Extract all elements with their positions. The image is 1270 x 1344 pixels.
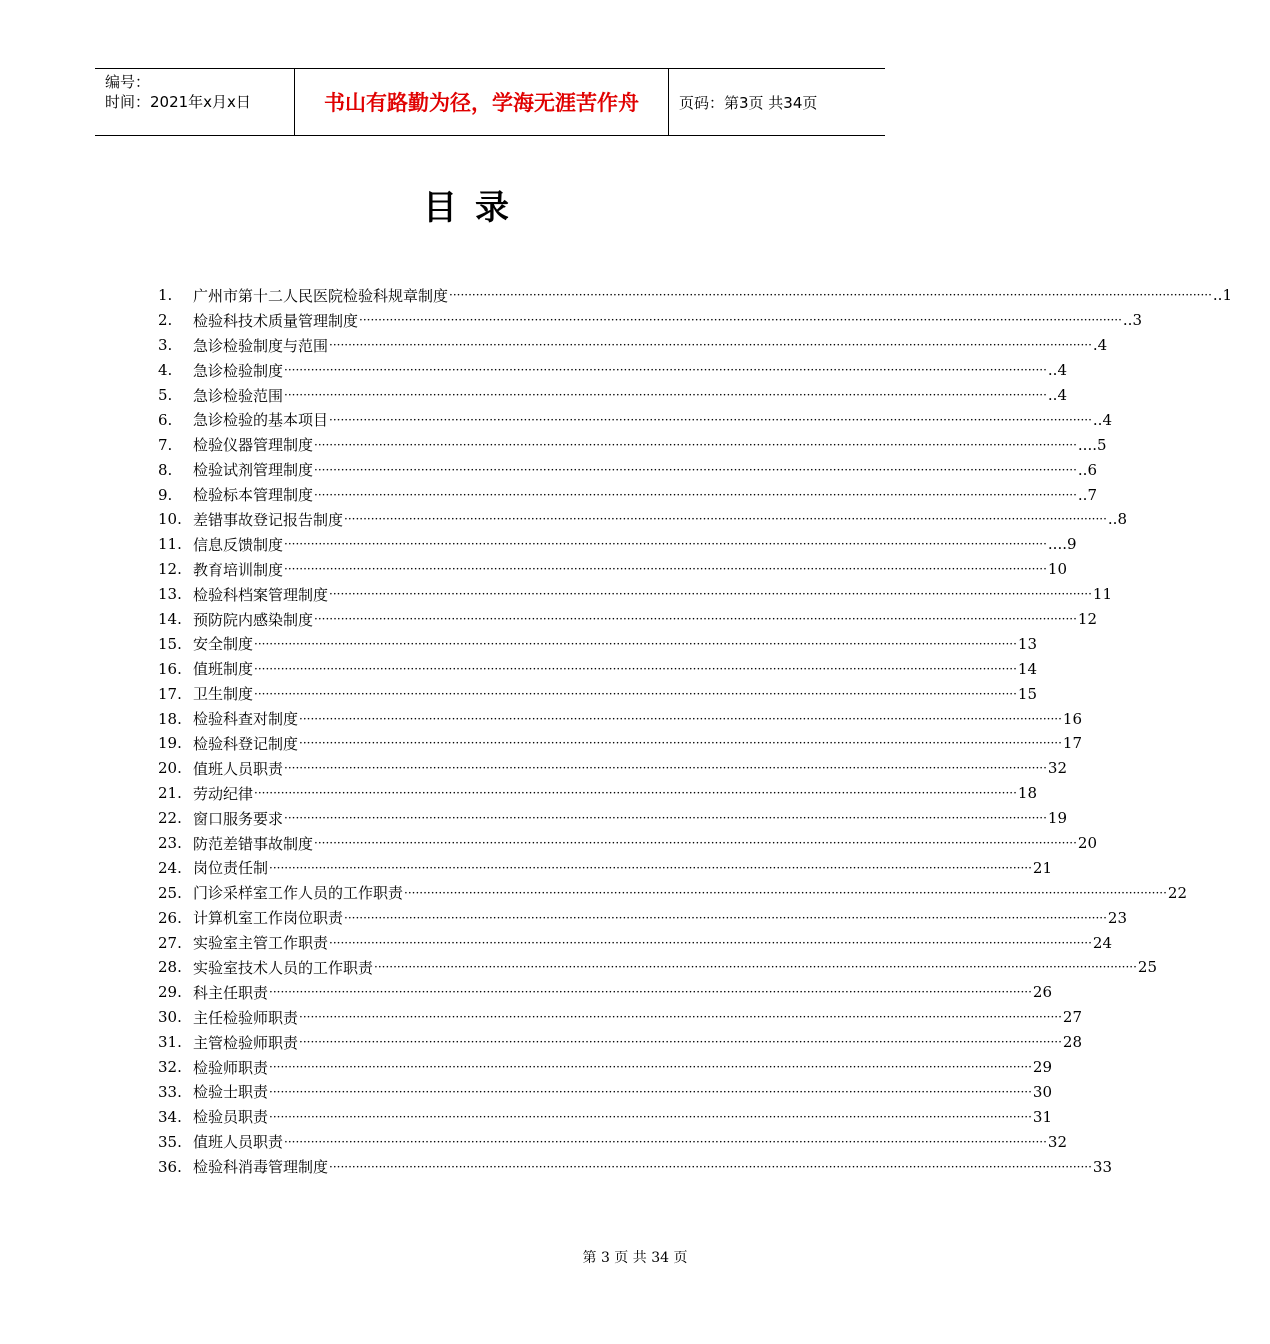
toc-entry-number: 7. [158,435,173,454]
toc-entry[interactable] [158,905,1127,930]
toc-entry-page: 14 [1017,659,1037,678]
toc-entry-number: 22. [158,809,182,828]
toc-entry[interactable] [158,1154,1112,1179]
toc-entry-page: 32 [1047,1132,1067,1151]
toc-entry-title: 检验师职责 [193,1058,269,1077]
toc-leader-dots: ········································································································································································································ [284,761,1047,776]
toc-entry-title: 劳动纪律 [193,784,254,803]
toc-entry-title: 检验科消毒管理制度 [193,1158,329,1177]
toc-entry-page: ....5 [1077,435,1107,454]
toc-entry-page: 27 [1062,1008,1082,1027]
toc-entry-title: 检验科档案管理制度 [193,585,329,604]
toc-entry-number: 24. [158,858,182,877]
toc-entry-title: 门诊采样室工作人员的工作职责 [193,884,404,903]
toc-leader-dots: ········································································································································································································ [449,288,1212,303]
toc-leader-dots: ········································································································································································································ [284,537,1047,552]
toc-leader-dots: ········································································································································································································ [284,388,1047,402]
toc-entry-page: 32 [1047,759,1067,778]
toc-entry-number: 10. [158,510,182,529]
toc-entry-title: 急诊检验范围 [193,386,284,405]
toc-entry-page: ....9 [1047,535,1077,554]
toc-entry-number: 2. [158,311,173,330]
toc-entry-title: 检验标本管理制度 [193,486,314,505]
toc-entry[interactable] [158,407,1112,432]
header-motto: 书山有路勤为径，学海无涯苦作舟 [295,69,669,135]
toc-leader-dots: ········································································································································································································ [314,487,1077,502]
toc-entry-number: 16. [158,659,182,678]
document-time-label: 时间：2021年x月x日 [105,93,251,111]
toc-entry-number: 17. [158,684,182,703]
toc-entry-title: 检验员职责 [193,1108,269,1127]
toc-entry-title: 卫生制度 [193,685,254,704]
toc-entry-number: 4. [158,361,173,380]
toc-entry-page: ..4 [1092,410,1112,429]
toc-entry-title: 检验士职责 [193,1083,269,1102]
toc-leader-dots: ········································································································································································································ [284,363,1047,378]
toc-entry[interactable] [158,457,1097,482]
toc-entry[interactable] [158,532,1077,557]
toc-entry-page: ..3 [1122,311,1142,330]
toc-leader-dots: ········································································································································································································ [344,512,1107,527]
header-meta-cell [95,69,295,135]
toc-entry-number: 14. [158,610,182,629]
toc-leader-dots: ········································································································································································································ [284,811,1047,826]
toc-entry-page: 15 [1017,684,1037,703]
toc-leader-dots: ········································································································································································································ [329,338,1092,353]
toc-entry-number: 31. [158,1033,182,1052]
toc-entry-number: 33. [158,1082,182,1101]
toc-leader-dots: ········································································································································································································ [314,836,1077,851]
toc-leader-dots: ········································································································································································································ [269,1060,1032,1075]
toc-entry-page: 11 [1092,585,1112,604]
toc-entry-page: ..1 [1212,286,1232,305]
toc-entry[interactable] [158,607,1097,632]
toc-entry-number: 34. [158,1107,182,1126]
toc-leader-dots: ········································································································································································································ [254,636,1017,651]
toc-entry-title: 预防院内感染制度 [193,610,314,629]
toc-leader-dots: ········································································································································································································ [284,1134,1047,1149]
toc-entry-page: 24 [1092,933,1112,952]
toc-entry[interactable] [158,557,1067,582]
toc-entry-title: 值班制度 [193,660,254,679]
table-of-contents [158,283,1232,1179]
document-number-label: 编号： [105,73,151,91]
toc-entry-title: 防范差错事故制度 [193,834,314,853]
toc-entry-number: 30. [158,1008,182,1027]
toc-entry[interactable] [158,831,1097,856]
toc-entry-title: 安全制度 [193,635,254,654]
toc-entry[interactable] [158,855,1052,880]
toc-leader-dots: ········································································································································································································ [269,985,1032,1000]
toc-entry[interactable] [158,681,1037,706]
toc-leader-dots: ········································································································································································································ [254,686,1017,701]
toc-leader-dots: ········································································································································································································ [314,437,1077,452]
toc-entry-title: 科主任职责 [193,983,269,1002]
toc-entry-title: 岗位责任制 [193,859,269,878]
toc-entry-title: 计算机室工作岗位职责 [193,909,344,928]
toc-entry-title: 值班人员职责 [193,759,284,778]
toc-entry-page: ..8 [1107,510,1127,529]
toc-entry-page: 12 [1077,610,1097,629]
toc-entry-title: 信息反馈制度 [193,535,284,554]
footer-page-number: 第 3 页 共 34 页 [582,1250,688,1266]
toc-leader-dots: ········································································································································································································ [314,462,1077,477]
toc-entry-page: 31 [1032,1107,1052,1126]
toc-entry-page: 10 [1047,560,1067,579]
toc-leader-dots: ········································································································································································································ [269,1109,1032,1124]
toc-entry-title: 主任检验师职责 [193,1008,299,1027]
toc-entry[interactable] [158,1129,1067,1154]
toc-entry-number: 29. [158,983,182,1002]
toc-entry-page: 17 [1062,734,1082,753]
toc-entry-number: 21. [158,784,182,803]
toc-entry-page: .4 [1092,336,1108,355]
toc-entry-title: 检验仪器管理制度 [193,436,314,455]
page-header [95,68,885,136]
toc-leader-dots: ········································································································································································································ [269,860,1032,875]
toc-entry[interactable] [158,980,1052,1005]
header-page-info: 页码：第3页 共34页 [679,93,818,112]
toc-entry[interactable] [158,283,1232,308]
toc-entry-page: 16 [1062,709,1082,728]
toc-entry-number: 36. [158,1157,182,1176]
toc-entry-page: 22 [1167,883,1187,902]
toc-entry-number: 6. [158,410,173,429]
toc-entry-number: 8. [158,460,173,479]
toc-entry-page: 33 [1092,1157,1112,1176]
toc-leader-dots: ········································································································································································································ [359,313,1122,328]
toc-entry[interactable] [158,432,1107,457]
toc-entry[interactable] [158,656,1037,681]
toc-entry-page: 25 [1137,958,1157,977]
toc-entry-title: 窗口服务要求 [193,809,284,828]
toc-entry-page: 23 [1107,908,1127,927]
toc-entry[interactable] [158,383,1067,408]
toc-entry-number: 1. [158,286,173,305]
toc-entry-number: 23. [158,834,182,853]
toc-entry-number: 32. [158,1058,182,1077]
toc-entry-page: ..6 [1077,460,1097,479]
toc-entry-page: 20 [1077,834,1097,853]
toc-leader-dots: ········································································································································································································ [269,1084,1032,1099]
toc-entry[interactable] [158,756,1067,781]
toc-entry[interactable] [158,880,1187,905]
toc-entry-number: 18. [158,709,182,728]
toc-entry-number: 26. [158,908,182,927]
toc-leader-dots: ········································································································································································································ [314,612,1077,627]
toc-entry-page: 18 [1017,784,1037,803]
toc-entry-title: 急诊检验的基本项目 [193,411,329,430]
toc-entry-number: 15. [158,634,182,653]
toc-entry-number: 13. [158,585,182,604]
toc-entry[interactable] [158,1080,1052,1105]
toc-entry-page: ..4 [1047,361,1067,380]
toc-entry-title: 实验室技术人员的工作职责 [193,958,374,977]
toc-leader-dots: ········································································································································································································ [284,562,1047,577]
toc-entry-title: 教育培训制度 [193,560,284,579]
toc-entry[interactable] [158,1005,1082,1030]
toc-leader-dots: ········································································································································································································ [329,587,1092,602]
toc-entry[interactable] [158,308,1142,333]
toc-entry-page: 29 [1032,1058,1052,1077]
toc-entry-title: 检验科登记制度 [193,734,299,753]
toc-entry[interactable] [158,582,1112,607]
toc-entry-page: 21 [1032,858,1052,877]
toc-entry-number: 9. [158,485,173,504]
toc-entry[interactable] [158,731,1082,756]
toc-entry-page: 26 [1032,983,1052,1002]
toc-entry-title: 急诊检验制度与范围 [193,336,329,355]
toc-entry-title: 值班人员职责 [193,1133,284,1152]
toc-entry-page: 30 [1032,1082,1052,1101]
toc-leader-dots: ········································································································································································································ [254,661,1017,676]
toc-entry-page: 13 [1017,634,1037,653]
toc-entry-number: 20. [158,759,182,778]
toc-entry-number: 28. [158,958,182,977]
toc-entry-page: 28 [1062,1033,1082,1052]
toc-leader-dots: ········································································································································································································ [299,711,1062,726]
toc-entry-number: 11. [158,535,182,554]
toc-leader-dots: ········································································································································································································ [374,960,1137,975]
toc-entry-title: 实验室主管工作职责 [193,934,329,953]
toc-entry[interactable] [158,706,1082,731]
toc-leader-dots: ········································································································································································································ [299,1010,1062,1025]
toc-entry-number: 27. [158,933,182,952]
toc-entry[interactable] [158,1104,1052,1129]
toc-entry-title: 差错事故登记报告制度 [193,510,344,529]
toc-entry-page: ..7 [1077,485,1097,504]
toc-leader-dots: ········································································································································································································ [329,1159,1092,1174]
toc-leader-dots: ········································································································································································································ [344,910,1107,925]
toc-leader-dots: ········································································································································································································ [404,885,1167,900]
toc-entry-title: 急诊检验制度 [193,361,284,380]
toc-entry[interactable] [158,507,1127,532]
toc-entry-number: 19. [158,734,182,753]
toc-leader-dots: ········································································································································································································ [329,935,1092,950]
toc-entry-number: 5. [158,386,173,404]
toc-entry[interactable] [158,781,1037,806]
toc-entry-title: 检验科技术质量管理制度 [193,311,359,330]
toc-entry[interactable] [158,1030,1082,1055]
toc-leader-dots: ········································································································································································································ [329,412,1092,427]
toc-entry[interactable] [158,358,1067,383]
toc-entry-page: 19 [1047,809,1067,828]
page-title: 目录 [423,188,527,228]
toc-entry[interactable] [158,930,1112,955]
toc-entry-page: ..4 [1047,386,1067,404]
toc-entry[interactable] [158,631,1037,656]
toc-entry-title: 检验科查对制度 [193,710,299,729]
toc-entry[interactable] [158,806,1067,831]
toc-entry[interactable] [158,1055,1052,1080]
toc-leader-dots: ········································································································································································································ [299,736,1062,751]
toc-entry[interactable] [158,955,1157,980]
toc-entry-title: 检验试剂管理制度 [193,461,314,480]
toc-entry-number: 3. [158,336,173,355]
toc-entry-title: 广州市第十二人民医院检验科规章制度 [193,286,449,305]
toc-entry-number: 25. [158,883,182,902]
toc-entry[interactable] [158,333,1108,358]
toc-leader-dots: ········································································································································································································ [299,1035,1062,1050]
toc-entry-title: 主管检验师职责 [193,1033,299,1052]
toc-entry[interactable] [158,482,1097,507]
toc-entry-number: 12. [158,560,182,579]
toc-leader-dots: ········································································································································································································ [254,786,1017,801]
toc-entry-number: 35. [158,1132,182,1151]
